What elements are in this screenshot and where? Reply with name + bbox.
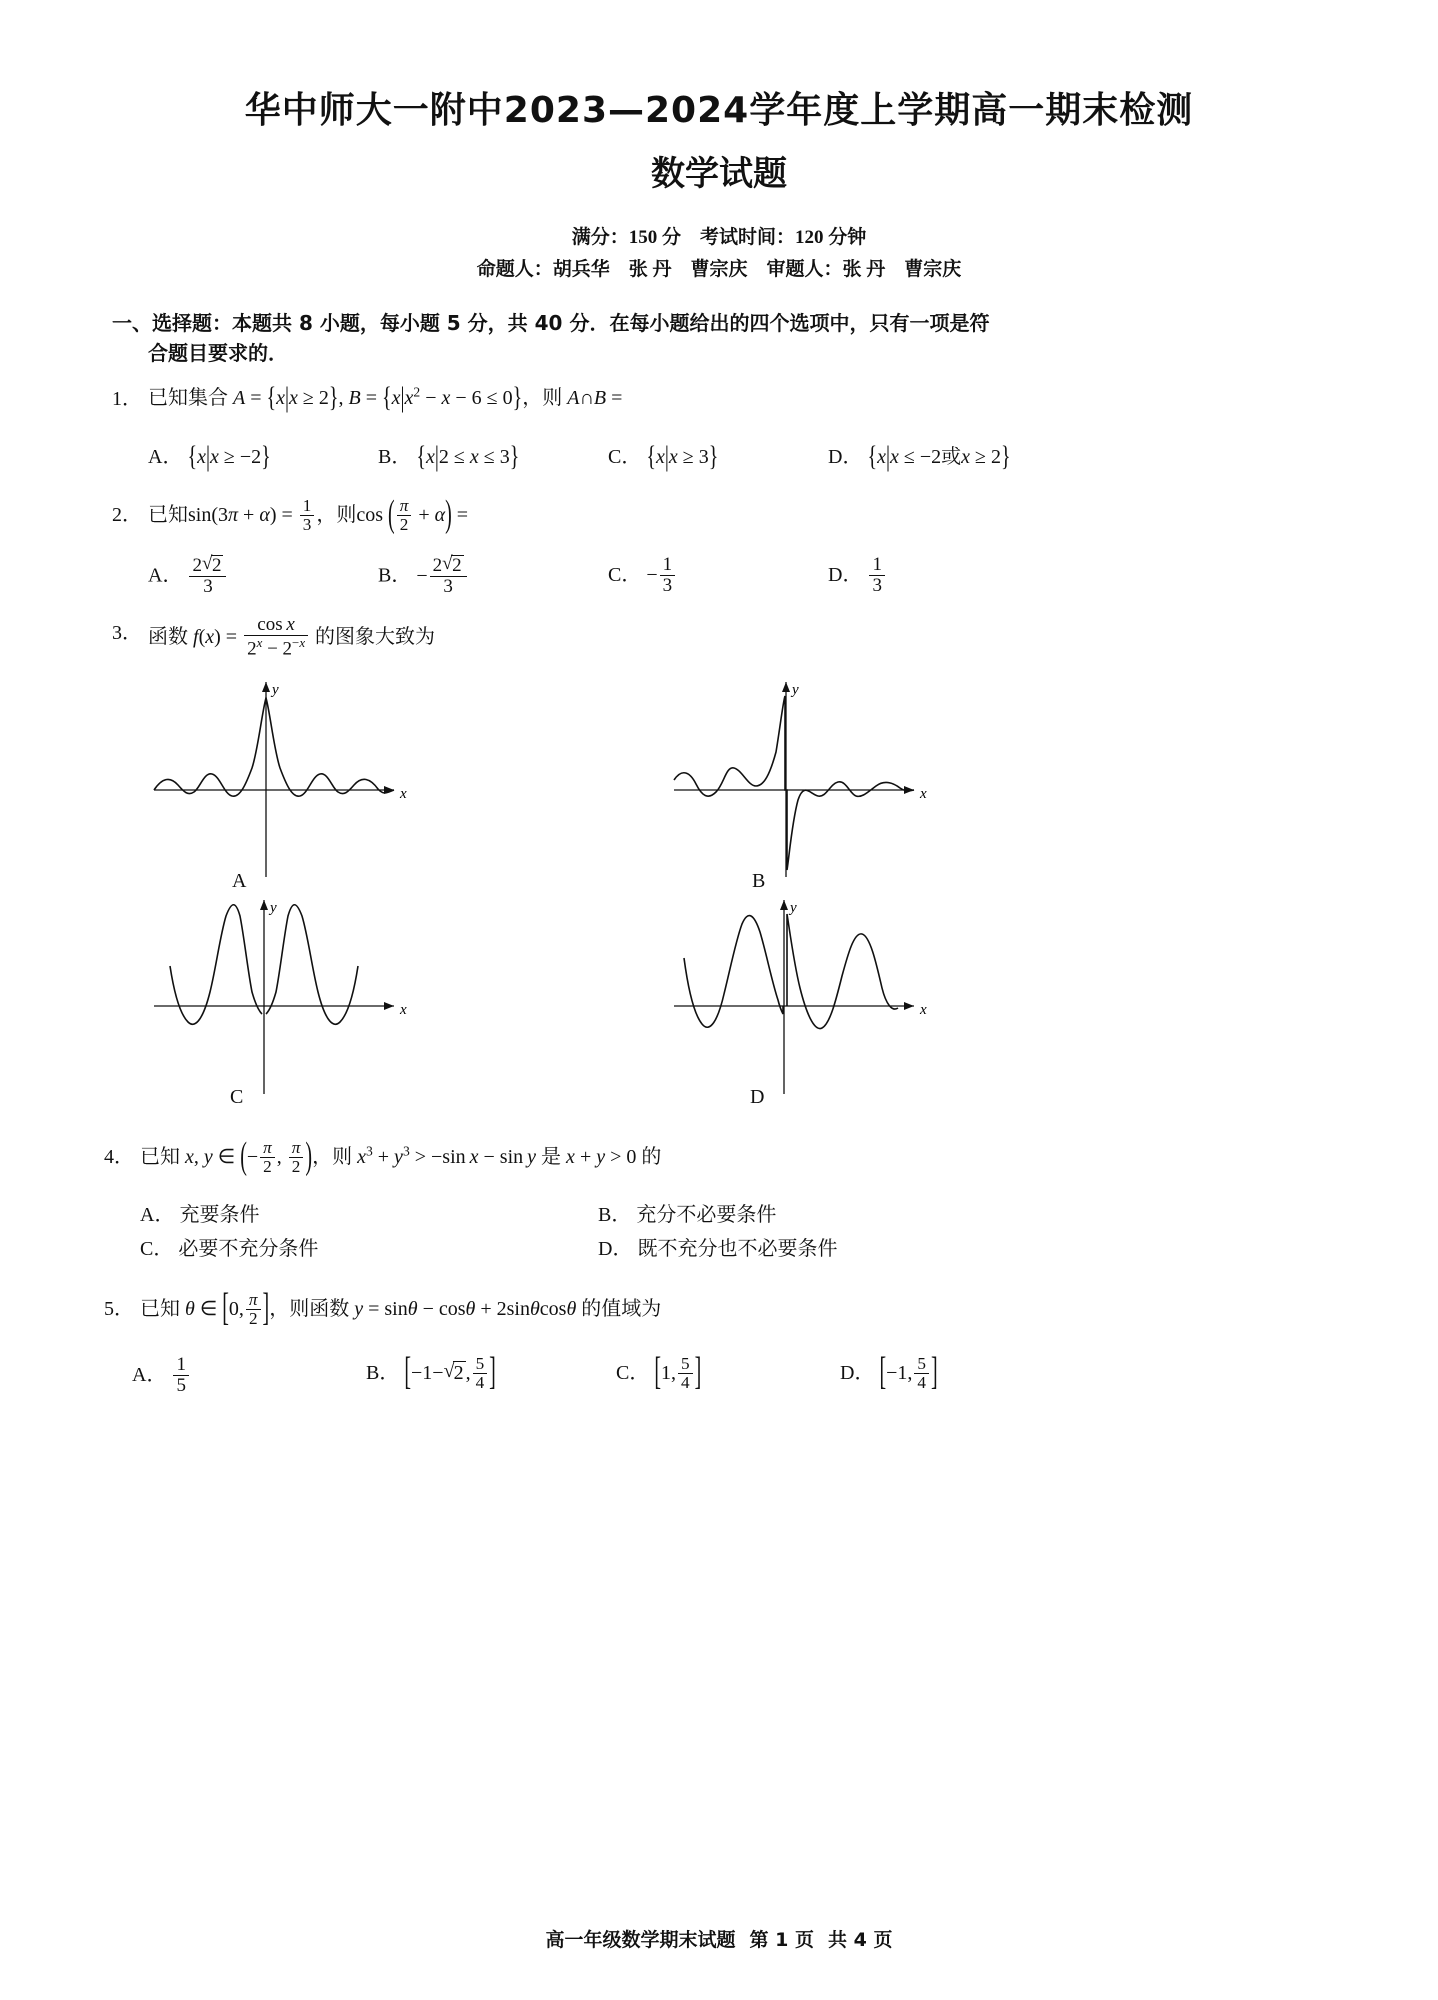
page-title: 华中师大一附中2023—2024学年度上学期高一期末检测	[244, 90, 1194, 131]
svg-text:x: x	[400, 1002, 407, 1018]
question-1-option-c[interactable]: C． {x|x ≥ 3}	[608, 440, 719, 473]
authors-line: 命题人：胡兵华 张 丹 曹宗庆 审题人：张 丹 曹宗庆	[476, 259, 962, 280]
question-2-number: 2．	[112, 504, 142, 526]
question-3-figure-a	[148, 672, 418, 892]
question-4-option-b[interactable]	[598, 1198, 776, 1227]
figure-label-b: B	[752, 870, 766, 892]
option-label: A．	[148, 564, 183, 587]
svg-text:x: x	[920, 786, 927, 802]
option-label: A．	[132, 1364, 167, 1387]
question-5-number: 5．	[104, 1298, 134, 1320]
option-label: C．	[616, 1362, 650, 1385]
svg-text:y: y	[270, 900, 277, 916]
question-2-option-b[interactable]: B． − $\frac{2 √ 2}{3}$	[378, 556, 469, 598]
option-text: 充要条件	[179, 1204, 260, 1226]
page-footer	[0, 1925, 1438, 1952]
option-label: C．	[608, 446, 642, 468]
question-1-number: 1．	[112, 388, 142, 410]
question-4-number: 4．	[104, 1146, 134, 1168]
subject-title: 数学试题	[651, 154, 787, 194]
question-1-option-a[interactable]: A． {x|x ≥ −2}	[148, 440, 271, 473]
option-text: 必要不充分条件	[178, 1238, 319, 1260]
question-5-option-d[interactable]: D． [−1, $\frac{5}{4}$ ]	[840, 1351, 938, 1395]
question-5-option-a[interactable]: A． $\frac{1}{5}$	[132, 1356, 191, 1397]
question-2-stem: 已知sin(3π + α) = $\frac{1}{3}$ ，则cos ( $\frac{\pi}{2}$ + α) =	[148, 493, 469, 536]
question-1-stem: 已知集合 A = {x|x ≥ 2}, $B = \{x|x^2 - x - 6 \le 0\}$，则 A∩B =	[148, 381, 623, 414]
option-text: 充分不必要条件	[636, 1204, 777, 1226]
question-2-option-d[interactable]: D． $\frac{1}{3}$	[828, 556, 887, 597]
question-5-option-c[interactable]: C． [1, $\frac{5}{4}$ ]	[616, 1351, 702, 1395]
question-3-stem: 函数 f(x) = $\frac{\text{cos x}}{2^x - 2^{-x}}$ 的图象大致为	[148, 614, 436, 660]
option-label: A．	[140, 1204, 175, 1226]
question-4-stem: 已知 x, y ∈ (− $\frac{\pi}{2}$ , $\frac{\pi}{2}$ )，则 $x^3 + y^3 > -\sin$ x − sin y 是 x + y > 0 的	[140, 1135, 662, 1178]
footer-page: 第 1 页	[749, 1929, 814, 1951]
question-4-option-d[interactable]	[598, 1232, 837, 1261]
svg-text:y: y	[792, 682, 799, 698]
section-heading	[112, 308, 1327, 368]
score-and-time: 满分：150 分 考试时间：120 分钟	[571, 227, 867, 248]
figure-label-d: D	[750, 1086, 765, 1108]
question-4-option-c[interactable]	[140, 1232, 318, 1261]
section-heading-line2: 合题目要求的．	[148, 341, 288, 365]
question-5-stem: 已知 θ ∈ [0, $\frac{\pi}{2}$ ]，则函数 y = sinθ − cosθ + 2sinθcosθ 的值域为	[140, 1287, 662, 1331]
question-5-option-b[interactable]: B． [−1− √ 2 , $\frac{5}{4}$ ]	[366, 1356, 496, 1393]
question-1-option-b[interactable]: B． {x|2 ≤ x ≤ 3}	[378, 440, 520, 473]
option-text: 既不充分也不必要条件	[637, 1238, 838, 1260]
option-label: B．	[598, 1204, 632, 1226]
option-label: C．	[140, 1238, 174, 1260]
figure-label-c: C	[230, 1086, 244, 1108]
question-3-figure-b	[668, 672, 938, 892]
question-3-number: 3．	[112, 622, 142, 644]
svg-text:x: x	[400, 786, 407, 802]
question-2-option-a[interactable]: A． $\frac{2 √ 2}{3}$	[148, 556, 228, 598]
option-label: D．	[840, 1362, 875, 1385]
section-heading-line1: 一、选择题：本题共 8 小题，每小题 5 分，共 40 分．在每小题给出的四个选项中，只有一项是符	[112, 311, 990, 335]
footer-title: 高一年级数学期末试题	[545, 1929, 736, 1951]
option-label: B．	[378, 564, 412, 587]
question-3-figure-d	[668, 896, 938, 1111]
option-label: B．	[366, 1362, 400, 1385]
figure-label-a: A	[232, 870, 247, 892]
option-label: B．	[378, 446, 412, 468]
question-1-option-d[interactable]: D． {x|x ≤ −2或x ≥ 2}	[828, 440, 1011, 473]
option-label: D．	[828, 446, 863, 468]
question-2-option-c[interactable]: C． − $\frac{1}{3}$	[608, 556, 677, 597]
svg-text:x: x	[920, 1002, 927, 1018]
option-label: C．	[608, 564, 642, 587]
option-label: D．	[598, 1238, 633, 1260]
question-3-figure-c	[148, 896, 418, 1111]
option-label: D．	[828, 564, 863, 587]
option-label: A．	[148, 446, 183, 468]
footer-total: 共 4 页	[828, 1929, 893, 1951]
question-4-option-a[interactable]	[140, 1198, 259, 1227]
svg-text:y: y	[272, 682, 279, 698]
svg-text:y: y	[790, 900, 797, 916]
